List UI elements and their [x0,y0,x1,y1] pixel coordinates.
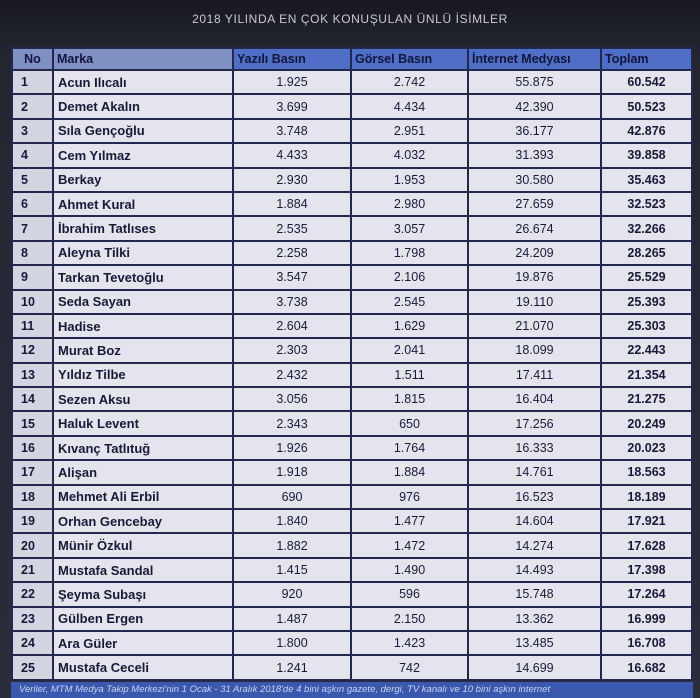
cell-no: 2 [13,95,52,117]
cell-name: Orhan Gencebay [54,510,232,532]
cell-no: 22 [13,583,52,605]
cell-yazili: 1.415 [234,559,350,581]
table-row [13,632,691,654]
cell-internet: 13.362 [469,608,600,630]
cell-toplam: 20.023 [602,437,691,459]
cell-yazili: 1.918 [234,461,350,483]
cell-internet: 36.177 [469,120,600,142]
table-row [13,169,691,191]
cell-gorsel: 1.815 [352,388,467,410]
cell-name: Kıvanç Tatlıtuğ [54,437,232,459]
cell-no: 13 [13,364,52,386]
table-row [13,339,691,361]
cell-no: 1 [13,71,52,93]
cell-toplam: 16.708 [602,632,691,654]
cell-toplam: 25.393 [602,291,691,313]
cell-internet: 14.761 [469,461,600,483]
table-row [13,656,691,678]
page-title: 2018 YILINDA EN ÇOK KONUŞULAN ÜNLÜ İSİMLER [192,12,508,26]
cell-yazili: 2.604 [234,315,350,337]
table-row [13,315,691,337]
cell-toplam: 22.443 [602,339,691,361]
cell-no: 5 [13,169,52,191]
cell-yazili: 3.738 [234,291,350,313]
cell-gorsel: 1.953 [352,169,467,191]
cell-gorsel: 2.951 [352,120,467,142]
table-row [13,437,691,459]
cell-yazili: 2.343 [234,412,350,434]
cell-name: Sıla Gençoğlu [54,120,232,142]
cell-yazili: 2.535 [234,217,350,239]
cell-name: Murat Boz [54,339,232,361]
cell-yazili: 3.748 [234,120,350,142]
cell-gorsel: 1.423 [352,632,467,654]
ranking-table [11,47,693,681]
cell-name: Haluk Levent [54,412,232,434]
cell-toplam: 21.275 [602,388,691,410]
cell-toplam: 16.682 [602,656,691,678]
cell-yazili: 1.800 [234,632,350,654]
cell-yazili: 2.258 [234,242,350,264]
cell-name: Hadise [54,315,232,337]
cell-internet: 31.393 [469,144,600,166]
cell-name: Alişan [54,461,232,483]
cell-toplam: 25.303 [602,315,691,337]
cell-gorsel: 1.629 [352,315,467,337]
cell-internet: 18.099 [469,339,600,361]
cell-toplam: 17.264 [602,583,691,605]
cell-gorsel: 596 [352,583,467,605]
table-row [13,144,691,166]
cell-internet: 14.274 [469,534,600,556]
cell-internet: 21.070 [469,315,600,337]
table-row [13,388,691,410]
cell-internet: 14.699 [469,656,600,678]
cell-no: 17 [13,461,52,483]
cell-toplam: 50.523 [602,95,691,117]
cell-yazili: 4.433 [234,144,350,166]
cell-toplam: 32.523 [602,193,691,215]
cell-name: Şeyma Subaşı [54,583,232,605]
cell-yazili: 2.432 [234,364,350,386]
cell-gorsel: 1.764 [352,437,467,459]
table-row [13,559,691,581]
cell-no: 7 [13,217,52,239]
cell-internet: 19.876 [469,266,600,288]
cell-no: 21 [13,559,52,581]
cell-gorsel: 2.545 [352,291,467,313]
cell-name: Cem Yılmaz [54,144,232,166]
table-row [13,71,691,93]
cell-yazili: 1.884 [234,193,350,215]
cell-internet: 55.875 [469,71,600,93]
cell-internet: 27.659 [469,193,600,215]
cell-internet: 17.256 [469,412,600,434]
cell-yazili: 3.056 [234,388,350,410]
cell-no: 8 [13,242,52,264]
table-row [13,95,691,117]
table-row [13,364,691,386]
cell-yazili: 1.882 [234,534,350,556]
cell-internet: 42.390 [469,95,600,117]
cell-gorsel: 742 [352,656,467,678]
cell-no: 3 [13,120,52,142]
cell-yazili: 3.699 [234,95,350,117]
cell-yazili: 690 [234,486,350,508]
cell-internet: 19.110 [469,291,600,313]
header-gorsel-basin: Görsel Basın [352,49,467,69]
cell-toplam: 16.999 [602,608,691,630]
cell-no: 4 [13,144,52,166]
header-toplam: Toplam [602,49,691,69]
cell-no: 14 [13,388,52,410]
cell-name: Yıldız Tilbe [54,364,232,386]
cell-gorsel: 1.884 [352,461,467,483]
cell-no: 12 [13,339,52,361]
table-row [13,266,691,288]
cell-no: 25 [13,656,52,678]
cell-gorsel: 2.150 [352,608,467,630]
table-row [13,242,691,264]
cell-internet: 14.493 [469,559,600,581]
cell-toplam: 17.921 [602,510,691,532]
cell-internet: 16.333 [469,437,600,459]
cell-gorsel: 2.742 [352,71,467,93]
cell-name: Berkay [54,169,232,191]
cell-no: 6 [13,193,52,215]
cell-gorsel: 1.477 [352,510,467,532]
cell-toplam: 18.563 [602,461,691,483]
cell-no: 16 [13,437,52,459]
cell-toplam: 25.529 [602,266,691,288]
table-row [13,534,691,556]
cell-name: İbrahim Tatlıses [54,217,232,239]
cell-toplam: 18.189 [602,486,691,508]
cell-internet: 16.404 [469,388,600,410]
cell-no: 10 [13,291,52,313]
cell-internet: 15.748 [469,583,600,605]
cell-name: Acun Ilıcalı [54,71,232,93]
cell-toplam: 60.542 [602,71,691,93]
table-row [13,291,691,313]
table-row [13,510,691,532]
cell-yazili: 1.241 [234,656,350,678]
cell-internet: 13.485 [469,632,600,654]
cell-no: 24 [13,632,52,654]
cell-internet: 17.411 [469,364,600,386]
cell-name: Sezen Aksu [54,388,232,410]
cell-internet: 30.580 [469,169,600,191]
cell-yazili: 1.926 [234,437,350,459]
cell-gorsel: 1.798 [352,242,467,264]
cell-no: 18 [13,486,52,508]
cell-name: Münir Özkul [54,534,232,556]
cell-no: 19 [13,510,52,532]
source-note: Veriler, MTM Medya Takip Merkezi'nin 1 Ocak - 31 Aralık 2018'de 4 bini aşkın gazete, dergi, TV kanalı ve 10 bini aşkın internet [11,682,693,698]
cell-name: Gülben Ergen [54,608,232,630]
table-row [13,486,691,508]
cell-toplam: 17.398 [602,559,691,581]
cell-name: Tarkan Tevetoğlu [54,266,232,288]
cell-toplam: 28.265 [602,242,691,264]
cell-gorsel: 4.434 [352,95,467,117]
cell-toplam: 42.876 [602,120,691,142]
cell-toplam: 20.249 [602,412,691,434]
cell-no: 11 [13,315,52,337]
cell-gorsel: 1.511 [352,364,467,386]
table-row [13,583,691,605]
cell-internet: 14.604 [469,510,600,532]
cell-yazili: 2.303 [234,339,350,361]
cell-gorsel: 1.472 [352,534,467,556]
cell-toplam: 32.266 [602,217,691,239]
cell-internet: 26.674 [469,217,600,239]
cell-name: Mehmet Ali Erbil [54,486,232,508]
cell-name: Mustafa Sandal [54,559,232,581]
cell-gorsel: 4.032 [352,144,467,166]
cell-toplam: 35.463 [602,169,691,191]
cell-no: 23 [13,608,52,630]
cell-gorsel: 2.980 [352,193,467,215]
cell-gorsel: 976 [352,486,467,508]
cell-yazili: 3.547 [234,266,350,288]
cell-toplam: 21.354 [602,364,691,386]
header-yazili-basin: Yazılı Basın [234,49,350,69]
cell-no: 9 [13,266,52,288]
cell-no: 15 [13,412,52,434]
table-row [13,193,691,215]
cell-name: Demet Akalın [54,95,232,117]
header-no: No [13,49,52,69]
table-row [13,120,691,142]
cell-yazili: 1.925 [234,71,350,93]
cell-yazili: 2.930 [234,169,350,191]
cell-internet: 16.523 [469,486,600,508]
cell-yazili: 920 [234,583,350,605]
cell-toplam: 17.628 [602,534,691,556]
cell-gorsel: 1.490 [352,559,467,581]
table-row [13,608,691,630]
cell-yazili: 1.487 [234,608,350,630]
cell-toplam: 39.858 [602,144,691,166]
cell-gorsel: 2.041 [352,339,467,361]
cell-name: Ara Güler [54,632,232,654]
header-internet-medyasi: İnternet Medyası [469,49,600,69]
cell-no: 20 [13,534,52,556]
cell-gorsel: 3.057 [352,217,467,239]
table-header-row [13,49,691,69]
table-row [13,461,691,483]
table-row [13,412,691,434]
cell-name: Mustafa Ceceli [54,656,232,678]
cell-name: Aleyna Tilki [54,242,232,264]
table-row [13,217,691,239]
cell-gorsel: 2.106 [352,266,467,288]
header-name: Marka [54,49,232,69]
cell-name: Ahmet Kural [54,193,232,215]
cell-gorsel: 650 [352,412,467,434]
cell-internet: 24.209 [469,242,600,264]
cell-yazili: 1.840 [234,510,350,532]
cell-name: Seda Sayan [54,291,232,313]
